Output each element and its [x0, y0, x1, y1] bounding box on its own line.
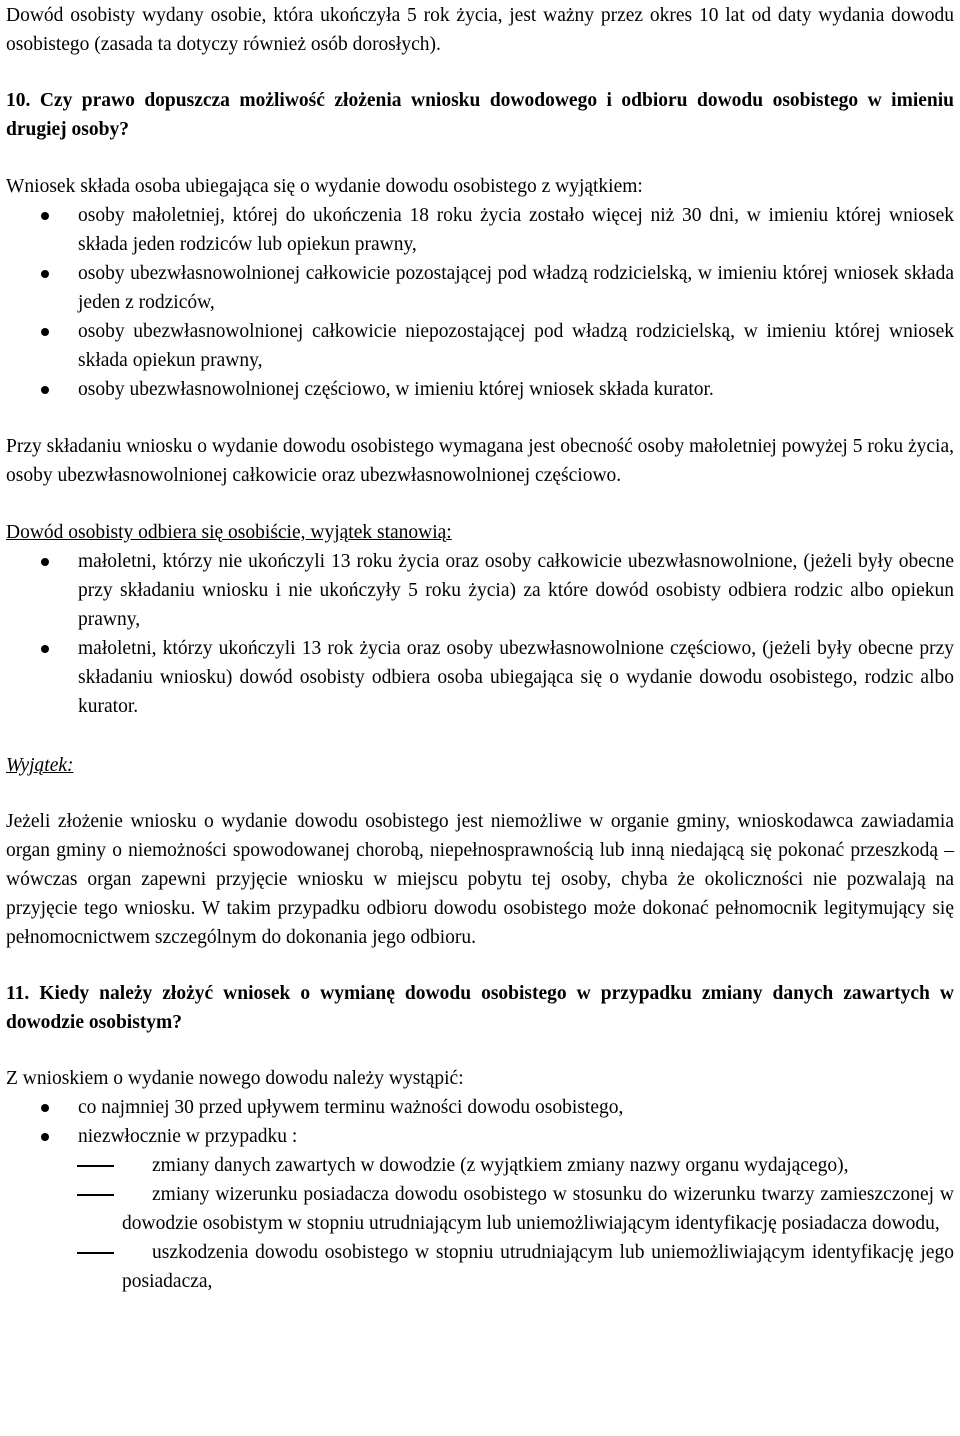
dash-icon — [77, 1252, 114, 1254]
bullet-icon — [41, 558, 49, 566]
exception-paragraph: Jeżeli złożenie wniosku o wydanie dowodu osobistego jest niemożliwe w organie gminy, wnioskodawca zawiadamia organ gminy o niemożności spowodowanej chorobą, niepełnosprawnością lub inną niedającą się pokonać przeszkodą – wówczas organ zapewni przyjęcie wniosku w miejscu pobytu tej osoby, chyba że okoliczności nie pozwalają na przyjęcie tego wniosku. W takim przypadku odbioru dowodu osobistego może dokonać pełnomocnik legitymujący się pełnomocnictwem szczególnym do dokonania jego odbioru. — [6, 811, 954, 948]
q11-list — [6, 1093, 954, 1151]
bullet-icon — [41, 212, 49, 220]
bullet-icon — [41, 1104, 49, 1112]
list-item: niezwłocznie w przypadku : — [6, 1122, 954, 1151]
q11-lead: Z wnioskiem o wydanie nowego dowodu należy wystąpić: — [6, 1068, 464, 1089]
list-item: osoby małoletniej, której do ukończenia 18 roku życia zostało więcej niż 30 dni, w imieniu której wniosek składa jeden rodziców lub opiekun prawny, — [6, 201, 954, 259]
list-item: małoletni, którzy ukończyli 13 rok życia oraz osoby ubezwłasnowolnione częściowo, (jeżeli były obecne przy składaniu wniosku) dowód osobisty odbiera osoba ubiegająca się o wydanie dowodu osobistego, rodzic albo kurator. — [6, 634, 954, 721]
list-item: osoby ubezwłasnowolnionej całkowicie niepozostającej pod władzą rodzicielską, w imieniu której wniosek składa opiekun prawny, — [6, 317, 954, 375]
list-item: zmiany danych zawartych w dowodzie (z wyjątkiem zmiany nazwy organu wydającego), — [6, 1151, 954, 1180]
bullet-icon — [41, 645, 49, 653]
q11-sub-list — [6, 1151, 954, 1296]
document-page — [6, 0, 954, 1296]
presence-paragraph: Przy składaniu wniosku o wydanie dowodu osobistego wymagana jest obecność osoby małoletniej powyżej 5 roku życia, osoby ubezwłasnowolnionej całkowicie oraz ubezwłasnowolnionej częściowo. — [6, 436, 954, 486]
list-item: małoletni, którzy nie ukończyli 13 roku życia oraz osoby całkowicie ubezwłasnowolnione, (jeżeli były obecne przy składaniu wniosku i nie ukończyły 5 roku życia) za które dowód osobisty odbiera rodzic albo opiekun prawny, — [6, 547, 954, 634]
question-11-heading: 11. Kiedy należy złożyć wniosek o wymianę dowodu osobistego w przypadku zmiany danych zawartych w dowodzie osobistym? — [6, 983, 954, 1033]
pickup-list — [6, 547, 954, 721]
intro-paragraph: Dowód osobisty wydany osobie, która ukończyła 5 rok życia, jest ważny przez okres 10 lat od daty wydania dowodu osobistego (zasada ta dotyczy również osób dorosłych). — [6, 5, 954, 55]
bullet-icon — [41, 328, 49, 336]
question-10-heading: 10. Czy prawo dopuszcza możliwość złożenia wniosku dowodowego i odbioru dowodu osobistego w imieniu drugiej osoby? — [6, 90, 954, 140]
pickup-heading: Dowód osobisty odbiera się osobiście, wyjątek stanowią: — [6, 522, 452, 543]
exception-label: Wyjątek: — [6, 755, 74, 776]
q10-lead: Wniosek składa osoba ubiegająca się o wydanie dowodu osobistego z wyjątkiem: — [6, 176, 643, 197]
bullet-icon — [41, 1133, 49, 1141]
bullet-icon — [41, 386, 49, 394]
q10-exceptions-list — [6, 201, 954, 404]
list-item: co najmniej 30 przed upływem terminu ważności dowodu osobistego, — [6, 1093, 954, 1122]
bullet-icon — [41, 270, 49, 278]
list-item: osoby ubezwłasnowolnionej całkowicie pozostającej pod władzą rodzicielską, w imieniu której wniosek składa jeden z rodziców, — [6, 259, 954, 317]
list-item: uszkodzenia dowodu osobistego w stopniu utrudniającym lub uniemożliwiającym identyfikację jego posiadacza, — [6, 1238, 954, 1296]
dash-icon — [77, 1194, 114, 1196]
dash-icon — [77, 1165, 114, 1167]
list-item: osoby ubezwłasnowolnionej częściowo, w imieniu której wniosek składa kurator. — [6, 375, 954, 404]
list-item: zmiany wizerunku posiadacza dowodu osobistego w stosunku do wizerunku twarzy zamieszczonej w dowodzie osobistym w stopniu utrudniającym lub uniemożliwiającym identyfikację posiadacza dowodu, — [6, 1180, 954, 1238]
